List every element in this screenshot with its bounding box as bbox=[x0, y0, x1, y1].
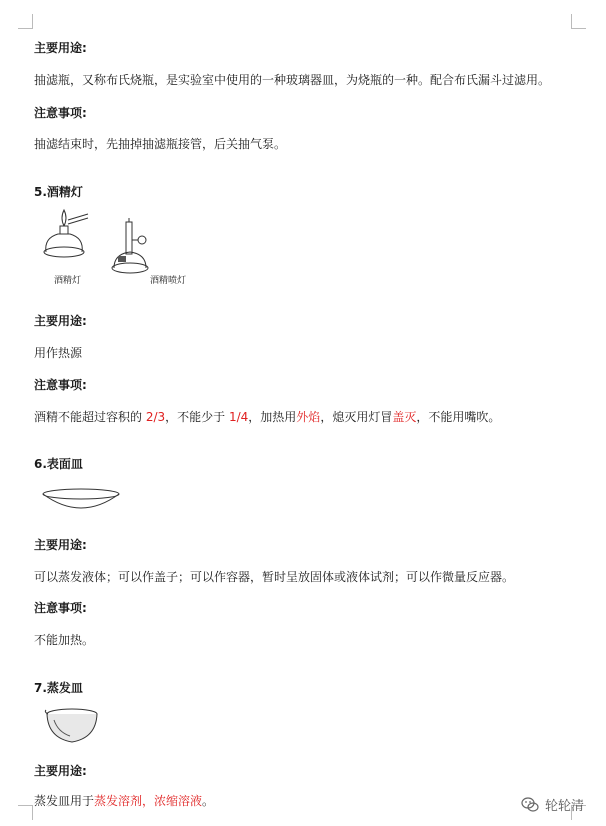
highlight-run: 外焰 bbox=[296, 410, 321, 424]
page-corner-mark bbox=[18, 805, 33, 820]
notes-text: 不能加热。 bbox=[34, 633, 95, 647]
figure-caption: 酒精喷灯 bbox=[150, 276, 187, 286]
text-run: 。 bbox=[202, 794, 215, 808]
highlight-run: 1/4 bbox=[228, 410, 249, 424]
watermark-text: 轮轮清 bbox=[544, 799, 584, 814]
notes-heading: 注意事项: bbox=[34, 601, 87, 615]
alcohol-blast-lamp-illustration bbox=[108, 218, 156, 276]
usage-text: 可以蒸发液体；可以作盖子；可以作容器，暂时呈放固体或液体试剂；可以作微量反应器。 bbox=[34, 570, 515, 584]
usage-heading: 主要用途: bbox=[34, 314, 87, 328]
section-title: 6.表面皿 bbox=[34, 457, 83, 471]
wechat-icon bbox=[521, 797, 539, 813]
usage-text bbox=[34, 793, 214, 809]
usage-heading: 主要用途: bbox=[34, 764, 87, 778]
usage-heading: 主要用途: bbox=[34, 538, 87, 552]
alcohol-lamp-illustration bbox=[38, 208, 98, 264]
section-title: 7.蒸发皿 bbox=[34, 681, 83, 695]
usage-text: 抽滤瓶，又称布氏烧瓶，是实验室中使用的一种玻璃器皿，为烧瓶的一种。配合布氏漏斗过滤用。 bbox=[34, 73, 551, 87]
section-title: 5.酒精灯 bbox=[34, 185, 83, 199]
text-run: ，不能少于 bbox=[165, 410, 229, 424]
text-run: 酒精不能超过容积的 bbox=[34, 410, 146, 424]
highlight-run: 蒸发溶剂，浓缩溶液 bbox=[94, 794, 203, 808]
watch-glass-illustration bbox=[40, 486, 122, 516]
notes-text: 抽滤结束时，先抽掉抽滤瓶接管，后关抽气泵。 bbox=[34, 137, 287, 151]
watermark bbox=[521, 795, 584, 814]
usage-text: 用作热源 bbox=[34, 346, 83, 360]
notes-heading: 注意事项: bbox=[34, 106, 87, 120]
notes-text bbox=[34, 409, 500, 425]
page-corner-mark bbox=[571, 14, 586, 29]
text-run: 蒸发皿用于 bbox=[34, 794, 95, 808]
highlight-run: 2/3 bbox=[145, 410, 166, 424]
figure-caption: 酒精灯 bbox=[54, 276, 82, 286]
evaporating-dish-illustration bbox=[44, 706, 100, 746]
text-run: ，熄灭用灯冒 bbox=[320, 410, 393, 424]
text-run: ，不能用嘴吹。 bbox=[416, 410, 501, 424]
text-run: ，加热用 bbox=[248, 410, 297, 424]
usage-heading: 主要用途: bbox=[34, 41, 87, 55]
highlight-run: 盖灭 bbox=[392, 410, 417, 424]
notes-heading: 注意事项: bbox=[34, 378, 87, 392]
page-corner-mark bbox=[18, 14, 33, 29]
